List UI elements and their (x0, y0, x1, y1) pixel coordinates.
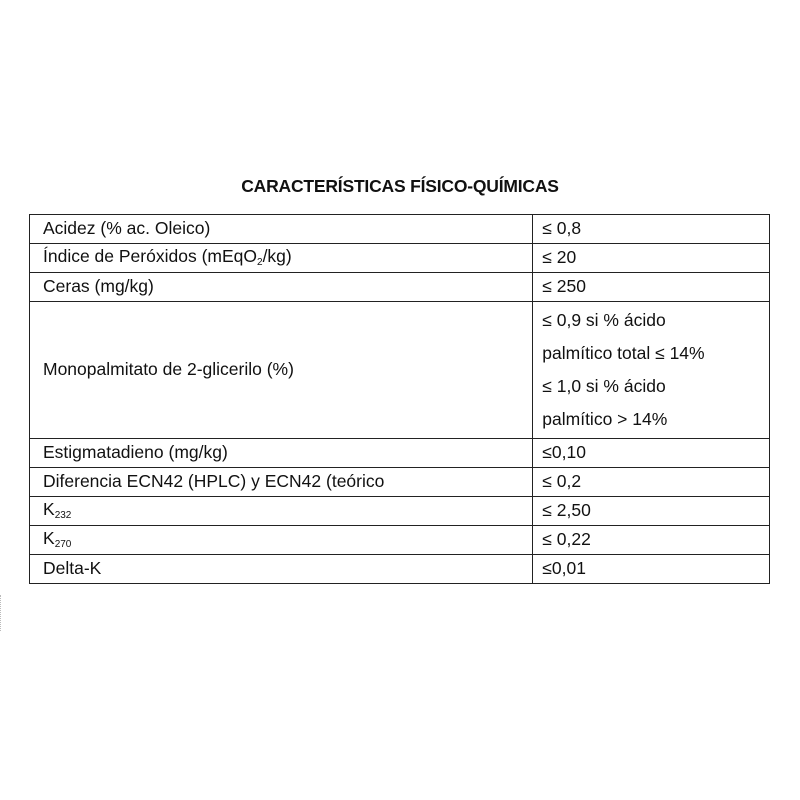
table-row (30, 497, 770, 526)
value-cell: ≤ 0,8 (533, 215, 770, 244)
value-line: palmítico > 14% (542, 409, 668, 429)
param-text: K (43, 499, 55, 520)
value-cell: ≤ 0,22 (533, 526, 770, 555)
value-cell: ≤ 250 (533, 273, 770, 302)
value-line: ≤ 0,9 si % ácido (542, 310, 666, 330)
table-row (30, 468, 770, 497)
value-line: palmítico total ≤ 14% (542, 343, 705, 363)
value-cell: ≤ 20 (533, 244, 770, 273)
page-title: CARACTERÍSTICAS FÍSICO-QUÍMICAS (241, 176, 559, 196)
param-text: K (43, 528, 55, 549)
table-row (30, 555, 770, 584)
table-row (30, 439, 770, 468)
table-row (30, 302, 770, 439)
param-cell: Diferencia ECN42 (HPLC) y ECN42 (teórico (30, 468, 533, 497)
param-cell: Delta-K (30, 555, 533, 584)
table-row (30, 215, 770, 244)
param-cell (30, 244, 533, 273)
value-cell: ≤0,01 (533, 555, 770, 584)
param-subscript: 232 (54, 510, 72, 522)
param-subscript: 270 (54, 539, 72, 551)
table-row (30, 244, 770, 273)
value-cell: ≤0,10 (533, 439, 770, 468)
value-line: ≤ 1,0 si % ácido (542, 376, 666, 396)
param-cell (30, 526, 533, 555)
table-row (30, 273, 770, 302)
table-row (30, 526, 770, 555)
scan-edge-mark (0, 595, 5, 631)
param-cell: Ceras (mg/kg) (30, 273, 533, 302)
param-cell (30, 497, 533, 526)
param-cell: Estigmatadieno (mg/kg) (30, 439, 533, 468)
param-text: Índice de Peróxidos (mEqO (43, 246, 257, 267)
param-text: /kg) (262, 246, 292, 267)
param-cell: Monopalmitato de 2-glicerilo (%) (30, 302, 533, 439)
value-cell (533, 302, 770, 439)
value-cell: ≤ 2,50 (533, 497, 770, 526)
param-subscript: 2 (257, 257, 263, 269)
value-cell: ≤ 0,2 (533, 468, 770, 497)
characteristics-table (29, 214, 770, 584)
param-cell: Acidez (% ac. Oleico) (30, 215, 533, 244)
